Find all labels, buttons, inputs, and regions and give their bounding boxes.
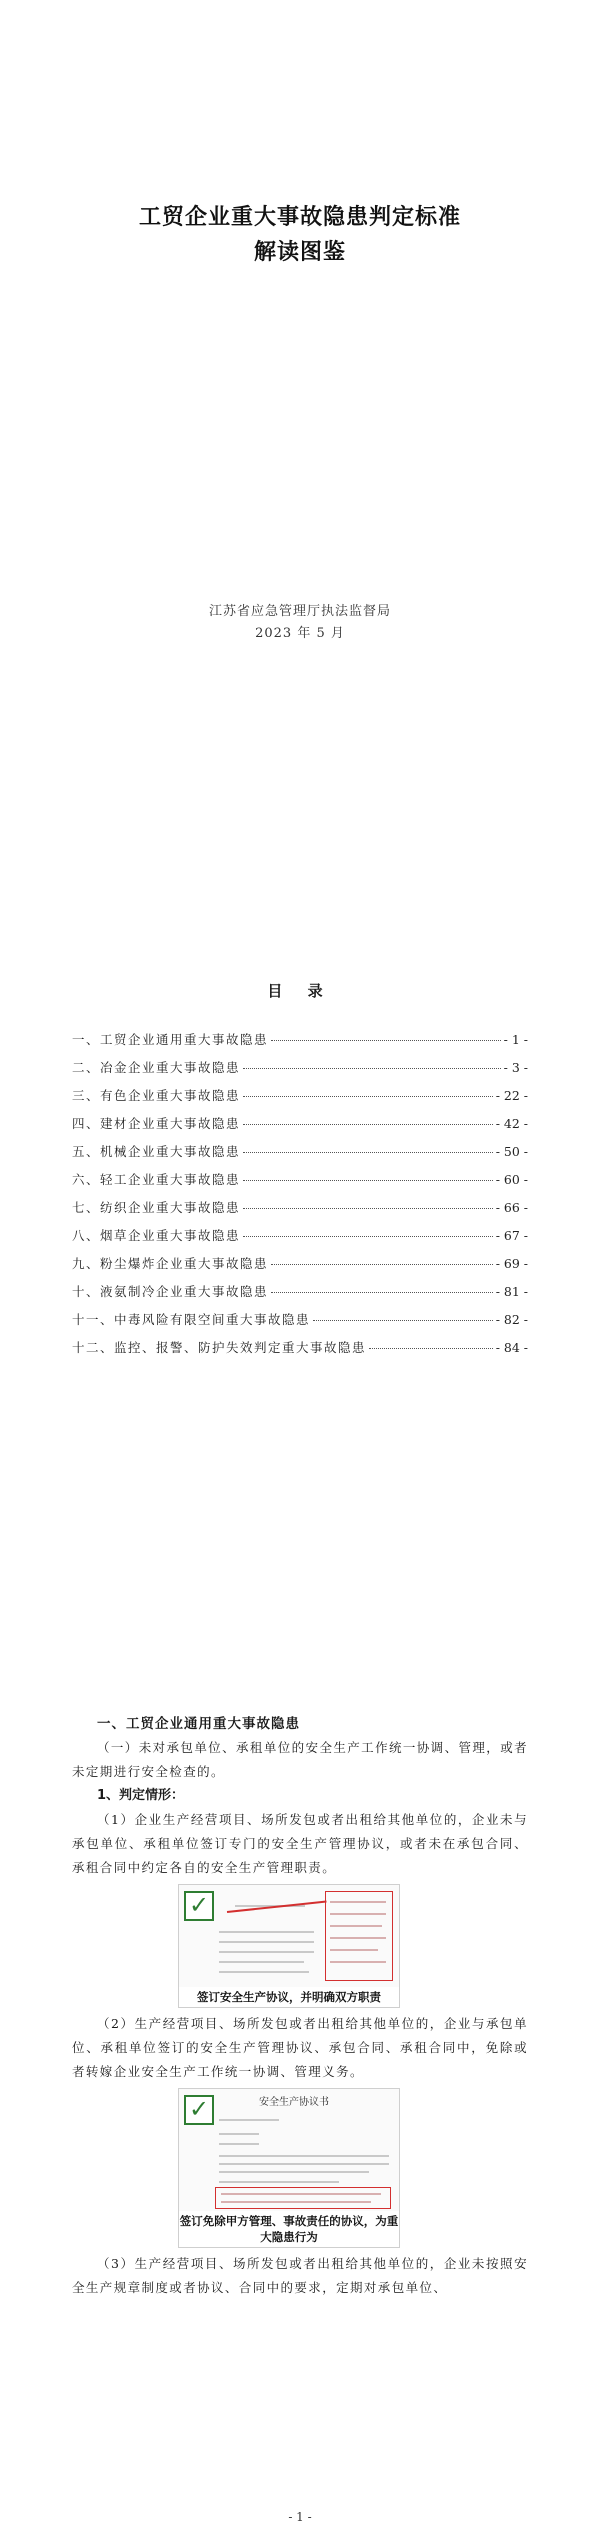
- toc-item[interactable]: [72, 1310, 528, 1338]
- doc-line: [219, 2133, 259, 2135]
- doc-line: [219, 2155, 389, 2157]
- doc-line: [219, 2163, 389, 2165]
- toc-leader: [243, 1152, 493, 1153]
- toc-item[interactable]: [72, 1198, 528, 1226]
- toc-leader: [243, 1124, 493, 1125]
- cover-title-line1: 工贸企业重大事故隐患判定标准: [138, 205, 461, 230]
- toc-item[interactable]: [72, 1226, 528, 1254]
- doc-line: [219, 2171, 369, 2173]
- toc-item-label: 五、机械企业重大事故隐患: [72, 1144, 241, 1159]
- doc-line: [219, 2119, 279, 2121]
- doc-line: [219, 1961, 304, 1963]
- toc-heading: 目 录: [267, 982, 333, 1000]
- doc-line: [219, 1931, 314, 1933]
- toc-leader: [243, 1236, 493, 1237]
- toc-item-label: 二、冶金企业重大事故隐患: [72, 1060, 241, 1075]
- toc-item[interactable]: [72, 1282, 528, 1310]
- toc-item-label: 三、有色企业重大事故隐患: [72, 1088, 241, 1103]
- section-body-cont: [72, 2012, 528, 2084]
- toc-item-page: - 69 -: [495, 1256, 528, 1271]
- check-icon: ✓: [184, 2095, 214, 2125]
- toc-leader: [243, 1096, 493, 1097]
- toc-item-page: - 84 -: [495, 1340, 528, 1355]
- section-intro: （一）未对承包单位、承租单位的安全生产工作统一协调、管理，或者未定期进行安全检查的。: [72, 1740, 528, 1779]
- toc-item-page: - 67 -: [495, 1228, 528, 1243]
- toc-item[interactable]: [72, 1142, 528, 1170]
- toc-item[interactable]: [72, 1030, 528, 1058]
- toc-item-label: 四、建材企业重大事故隐患: [72, 1116, 241, 1131]
- toc-item-label: 七、纺织企业重大事故隐患: [72, 1200, 241, 1215]
- doc-line: [330, 1949, 378, 1951]
- toc-item-label: 六、轻工企业重大事故隐患: [72, 1172, 241, 1187]
- toc-item-page: - 22 -: [495, 1088, 528, 1103]
- figure-caption-line2: 大隐患行为: [260, 2230, 318, 2244]
- case-3-text: （3）生产经营项目、场所发包或者出租给其他单位的，企业未按照安全生产规章制度或者协议、合同中的要求，定期对承包单位、: [72, 2256, 528, 2295]
- doc-line: [330, 1961, 386, 1963]
- toc-item-page: - 82 -: [495, 1312, 528, 1327]
- toc-item-label: 十二、监控、报警、防护失效判定重大事故隐患: [72, 1340, 367, 1355]
- doc-line: [330, 1913, 386, 1915]
- highlight-box: [215, 2187, 391, 2209]
- check-icon: ✓: [184, 1891, 214, 1921]
- page-number: - 1 -: [288, 2510, 312, 2524]
- toc-item[interactable]: [72, 1170, 528, 1198]
- toc-item-page: - 60 -: [495, 1172, 528, 1187]
- toc-leader: [243, 1068, 501, 1069]
- figure-caption: [179, 2211, 399, 2247]
- toc-item[interactable]: [72, 1086, 528, 1114]
- toc-leader: [271, 1264, 493, 1265]
- doc-line: [219, 1951, 314, 1953]
- doc-line: [221, 2201, 371, 2203]
- figure-caption: 签订安全生产协议，并明确双方职责: [179, 1987, 399, 2007]
- doc-line: [330, 1925, 382, 1927]
- cover-title-line2: 解读图鉴: [253, 240, 346, 265]
- toc-leader: [313, 1320, 493, 1321]
- case-2-text: （2）生产经营项目、场所发包或者出租给其他单位的，企业与承包单位、承租单位签订的安全生产管理协议、承包合同、承租合同中，免除或者转嫁企业安全生产工作统一协调、管理义务。: [72, 2016, 528, 2079]
- toc-leader: [369, 1348, 493, 1349]
- figure-signed-agreement: [178, 1884, 400, 2008]
- toc-item-label: 十一、中毒风险有限空间重大事故隐患: [72, 1312, 311, 1327]
- doc-line: [219, 1941, 314, 1943]
- toc-item-label: 八、烟草企业重大事故隐患: [72, 1228, 241, 1243]
- doc-line: [219, 1971, 309, 1973]
- toc-list: [72, 1030, 528, 1366]
- toc-item-page: - 3 -: [503, 1060, 528, 1075]
- section-body: [72, 1712, 528, 1880]
- toc-leader: [243, 1208, 493, 1209]
- toc-leader: [271, 1040, 501, 1041]
- section-heading: 一、工贸企业通用重大事故隐患: [97, 1716, 300, 1732]
- toc-item-page: - 50 -: [495, 1144, 528, 1159]
- toc-leader: [271, 1292, 493, 1293]
- figure-caption-line1: 签订免除甲方管理、事故责任的协议，为重: [179, 2214, 399, 2228]
- doc-line: [219, 2181, 339, 2183]
- toc-item-label: 九、粉尘爆炸企业重大事故隐患: [72, 1256, 269, 1271]
- toc-leader: [243, 1180, 493, 1181]
- doc-line: [330, 1937, 386, 1939]
- toc-item-page: - 42 -: [495, 1116, 528, 1131]
- doc-title-thumb: 安全生产协议书: [259, 2097, 329, 2108]
- toc-item[interactable]: [72, 1058, 528, 1086]
- toc-item[interactable]: [72, 1338, 528, 1366]
- highlight-box: [325, 1891, 393, 1981]
- toc-item-label: 十、液氨制冷企业重大事故隐患: [72, 1284, 269, 1299]
- cover-issuer: 江苏省应急管理厅执法监督局: [208, 604, 391, 619]
- figure-exemption-agreement: [178, 2088, 400, 2248]
- toc-item-page: - 1 -: [503, 1032, 528, 1047]
- toc-item[interactable]: [72, 1114, 528, 1142]
- doc-line: [221, 2193, 381, 2195]
- case-1-text: （1）企业生产经营项目、场所发包或者出租给其他单位的，企业未与承包单位、承租单位签订专门的安全生产管理协议，或者未在承包合同、承租合同中约定各自的安全生产管理职责。: [72, 1812, 528, 1875]
- toc-item-page: - 66 -: [495, 1200, 528, 1215]
- cover-date: 2023 年 5 月: [255, 626, 345, 641]
- section-body-cont2: [72, 2252, 528, 2300]
- doc-line: [330, 1901, 386, 1903]
- toc-item[interactable]: [72, 1254, 528, 1282]
- toc-item-label: 一、工贸企业通用重大事故隐患: [72, 1032, 269, 1047]
- criteria-subheading: 1、判定情形：: [97, 1788, 185, 1803]
- doc-line: [219, 2143, 259, 2145]
- toc-item-page: - 81 -: [495, 1284, 528, 1299]
